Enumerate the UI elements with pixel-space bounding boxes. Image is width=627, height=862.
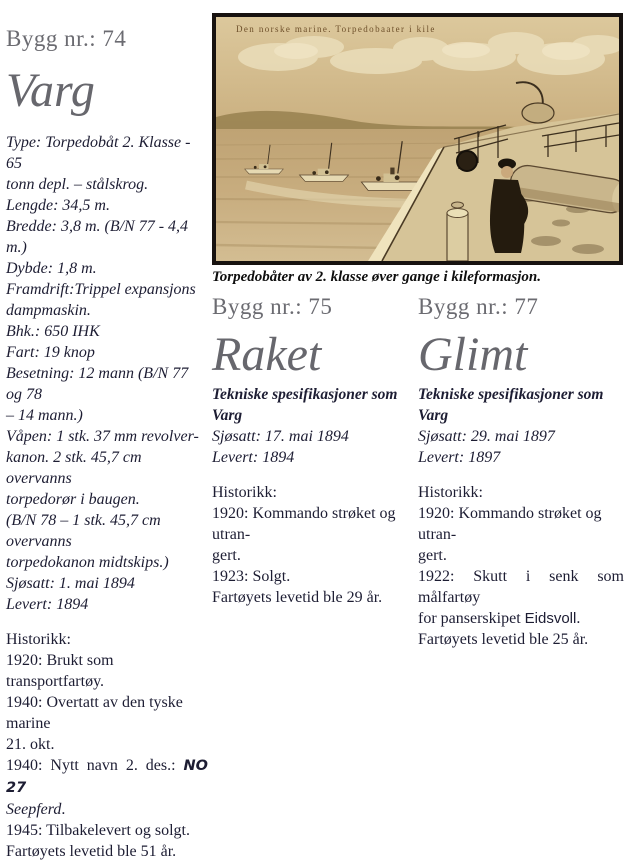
german-code-name: NO 27 (6, 758, 208, 797)
spec-line: dampmaskin. (6, 302, 91, 320)
history-line-text: 1940: Nytt navn 2. des.: (6, 757, 176, 775)
photo-caption: Torpedobåter av 2. klasse øver gange i kileformasjon. (212, 269, 542, 285)
raket-history-title: Historikk: (212, 484, 277, 502)
ship-name-glimt: Glimt (418, 328, 528, 381)
spec-line: Dybde: 1,8 m. (6, 260, 97, 278)
glimt-history-end (418, 629, 624, 650)
history-line: Fartøyets levetid ble 51 år. (6, 843, 177, 861)
varg-history-title: Historikk: (6, 631, 71, 649)
history-line: 1923: Solgt. (212, 568, 291, 586)
spec-line: Framdrift:Trippel expansjons (6, 281, 196, 299)
history-line: 1920: Brukt som transportfartøy. (6, 652, 114, 691)
raket-details (212, 426, 410, 468)
detail-line: Sjøsatt: 29. mai 1897 (418, 428, 555, 446)
period: . (61, 801, 66, 819)
glimt-details (418, 426, 624, 468)
spec-line: – 14 mann.) (6, 407, 83, 425)
spec-line: torpedokanon midtskips.) (6, 554, 169, 572)
spec-line: kanon. 2 stk. 45,7 cm overvanns (6, 449, 142, 488)
section-raket (212, 294, 410, 608)
photo-illustration (216, 17, 619, 261)
history-line (418, 608, 624, 629)
spec-line: Fart: 19 knop (6, 344, 95, 362)
glimt-subtitle: Tekniske spesifikasjoner som Varg (418, 386, 604, 425)
detail-line: Sjøsatt: 17. mai 1894 (212, 428, 349, 446)
build-number-glimt: Bygg nr.: 77 (418, 294, 539, 319)
torpedo-boats-photo (212, 13, 623, 265)
raket-subtitle: Tekniske spesifikasjoner som Varg (212, 386, 398, 425)
history-line: Fartøyets levetid ble 25 år. (418, 631, 589, 649)
spec-line: Besetning: 12 mann (B/N 77 og 78 (6, 365, 189, 404)
raket-history (212, 503, 410, 608)
spec-line: Sjøsatt: 1. mai 1894 (6, 575, 135, 593)
glimt-history-title: Historikk: (418, 484, 483, 502)
spec-line: Bredde: 3,8 m. (B/N 77 - 4,4 m.) (6, 218, 189, 257)
spec-line: Levert: 1894 (6, 596, 89, 614)
period: . (576, 610, 581, 628)
section-varg (6, 26, 208, 862)
section-glimt (418, 294, 624, 650)
history-line (6, 755, 208, 799)
ship-name-varg: Varg (6, 64, 95, 117)
history-line: gert. (212, 547, 241, 565)
target-ship-name: Eidsvoll (524, 610, 577, 628)
build-number-raket: Bygg nr.: 75 (212, 294, 333, 319)
spec-line: Lengde: 34,5 m. (6, 197, 110, 215)
varg-specs (6, 132, 208, 615)
history-line: 1920: Kommando strøket og utran- (212, 505, 396, 544)
ship-name-raket: Raket (212, 328, 322, 381)
detail-line: Levert: 1894 (212, 449, 295, 467)
spec-line: Våpen: 1 stk. 37 mm revolver- (6, 428, 199, 446)
spec-line: (B/N 78 – 1 stk. 45,7 cm overvanns (6, 512, 161, 551)
history-line: gert. (418, 547, 447, 565)
detail-line: Levert: 1897 (418, 449, 501, 467)
build-number-varg: Bygg nr.: 74 (6, 26, 127, 51)
varg-history-end (6, 820, 208, 862)
spec-line: Bhk.: 650 IHK (6, 323, 100, 341)
history-line: Fartøyets levetid ble 29 år. (212, 589, 383, 607)
history-line (6, 799, 208, 820)
spec-line: Type: Torpedobåt 2. Klasse - 65 (6, 134, 191, 173)
history-line: 21. okt. (6, 736, 55, 754)
photo-overlay-text: Den norske marine. Torpedobaater i kile (236, 24, 436, 34)
history-line-text: for panserskipet (418, 610, 525, 628)
history-line: 1945: Tilbakelevert og solgt. (6, 822, 190, 840)
history-line: 1940: Overtatt av den tyske marine (6, 694, 183, 733)
glimt-history (418, 503, 624, 566)
history-line: 1922: Skutt i senk som målfartøy (418, 568, 624, 607)
spec-line: tonn depl. – stålskrog. (6, 176, 149, 194)
history-line: 1920: Kommando strøket og utran- (418, 505, 602, 544)
german-ship-name: Seepferd (6, 801, 62, 819)
varg-history (6, 650, 208, 755)
spec-line: torpedorør i baugen. (6, 491, 140, 509)
capstan (447, 202, 468, 261)
